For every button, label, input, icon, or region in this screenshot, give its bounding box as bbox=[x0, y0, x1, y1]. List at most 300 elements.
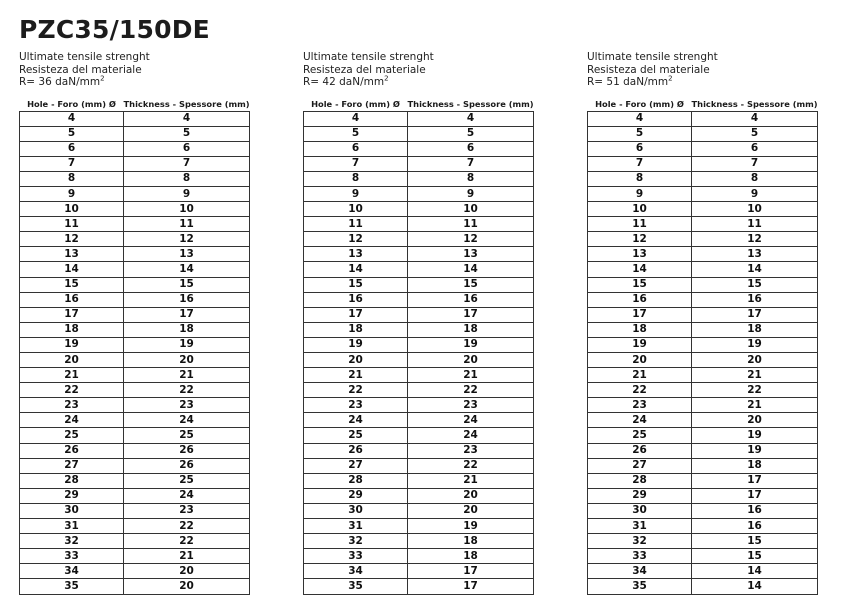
table-row bbox=[304, 473, 534, 488]
thickness-cell: 17 bbox=[692, 307, 818, 322]
thickness-cell: 22 bbox=[692, 383, 818, 398]
hole-cell: 33 bbox=[588, 549, 692, 564]
hole-cell: 30 bbox=[304, 503, 408, 518]
table-row bbox=[588, 503, 818, 518]
table-row bbox=[588, 383, 818, 398]
table-row bbox=[588, 549, 818, 564]
table-row bbox=[588, 322, 818, 337]
table-row bbox=[304, 111, 534, 126]
hole-cell: 6 bbox=[304, 141, 408, 156]
thickness-cell: 9 bbox=[692, 186, 818, 201]
thickness-cell: 22 bbox=[408, 383, 534, 398]
table-row bbox=[588, 488, 818, 503]
thickness-cell: 13 bbox=[692, 247, 818, 262]
thickness-cell: 10 bbox=[692, 202, 818, 217]
table-row bbox=[20, 443, 250, 458]
caption-resistance-label: Resisteza del materiale bbox=[303, 63, 426, 76]
table-body bbox=[588, 111, 818, 594]
hole-cell: 34 bbox=[588, 564, 692, 579]
table-row bbox=[20, 292, 250, 307]
thickness-cell: 18 bbox=[408, 322, 534, 337]
table-row bbox=[304, 337, 534, 352]
thickness-cell: 5 bbox=[408, 126, 534, 141]
header-thickness: Thickness - Spessore (mm) bbox=[123, 98, 250, 109]
table-row bbox=[20, 277, 250, 292]
hole-cell: 9 bbox=[588, 186, 692, 201]
table-row bbox=[20, 458, 250, 473]
table-row bbox=[20, 171, 250, 186]
thickness-cell: 15 bbox=[408, 277, 534, 292]
hole-cell: 6 bbox=[588, 141, 692, 156]
hole-cell: 13 bbox=[304, 247, 408, 262]
table-row bbox=[588, 473, 818, 488]
hole-cell: 7 bbox=[20, 156, 124, 171]
thickness-cell: 4 bbox=[124, 111, 250, 126]
hole-cell: 18 bbox=[588, 322, 692, 337]
table-row bbox=[20, 353, 250, 368]
thickness-cell: 8 bbox=[408, 171, 534, 186]
hole-cell: 12 bbox=[20, 232, 124, 247]
table-row bbox=[304, 171, 534, 186]
thickness-cell: 11 bbox=[408, 217, 534, 232]
hole-cell: 35 bbox=[20, 579, 124, 594]
hole-cell: 23 bbox=[588, 398, 692, 413]
thickness-cell: 24 bbox=[408, 413, 534, 428]
table-row bbox=[588, 141, 818, 156]
thickness-cell: 21 bbox=[408, 368, 534, 383]
hole-cell: 21 bbox=[588, 368, 692, 383]
thickness-cell: 15 bbox=[692, 534, 818, 549]
hole-cell: 29 bbox=[304, 488, 408, 503]
thickness-cell: 13 bbox=[124, 247, 250, 262]
hole-cell: 28 bbox=[20, 473, 124, 488]
thickness-cell: 9 bbox=[408, 186, 534, 201]
table-row bbox=[588, 292, 818, 307]
hole-cell: 11 bbox=[20, 217, 124, 232]
table-row bbox=[588, 368, 818, 383]
thickness-cell: 19 bbox=[408, 519, 534, 534]
table-row bbox=[20, 307, 250, 322]
hole-cell: 20 bbox=[20, 353, 124, 368]
hole-cell: 31 bbox=[20, 519, 124, 534]
table-row bbox=[588, 307, 818, 322]
thickness-cell: 21 bbox=[692, 398, 818, 413]
table-row bbox=[20, 564, 250, 579]
r-value-text: R= 36 daN/mm bbox=[19, 76, 101, 88]
thickness-cell: 19 bbox=[124, 337, 250, 352]
thickness-cell: 19 bbox=[408, 337, 534, 352]
table-row bbox=[304, 277, 534, 292]
hole-cell: 10 bbox=[588, 202, 692, 217]
caption-resistance-label: Resisteza del materiale bbox=[587, 63, 710, 76]
thickness-cell: 5 bbox=[124, 126, 250, 141]
caption-r-value bbox=[303, 76, 538, 89]
thickness-cell: 26 bbox=[124, 443, 250, 458]
hole-cell: 4 bbox=[20, 111, 124, 126]
thickness-cell: 15 bbox=[124, 277, 250, 292]
hole-cell: 20 bbox=[304, 353, 408, 368]
thickness-cell: 17 bbox=[692, 473, 818, 488]
hole-cell: 7 bbox=[304, 156, 408, 171]
table-row bbox=[20, 232, 250, 247]
thickness-cell: 18 bbox=[692, 458, 818, 473]
table-row bbox=[304, 443, 534, 458]
thickness-cell: 22 bbox=[124, 383, 250, 398]
hole-cell: 24 bbox=[20, 413, 124, 428]
hole-cell: 16 bbox=[20, 292, 124, 307]
hole-cell: 35 bbox=[304, 579, 408, 594]
table-row bbox=[588, 111, 818, 126]
hole-cell: 13 bbox=[20, 247, 124, 262]
caption-tensile-label: Ultimate tensile strenght bbox=[19, 51, 150, 63]
hole-cell: 5 bbox=[588, 126, 692, 141]
thickness-cell: 14 bbox=[692, 262, 818, 277]
hole-cell: 26 bbox=[304, 443, 408, 458]
table-row bbox=[20, 337, 250, 352]
hole-cell: 17 bbox=[304, 307, 408, 322]
table-row bbox=[588, 171, 818, 186]
hole-cell: 23 bbox=[20, 398, 124, 413]
caption-resistance-label: Resisteza del materiale bbox=[19, 63, 142, 76]
thickness-cell: 20 bbox=[124, 353, 250, 368]
hole-cell: 11 bbox=[588, 217, 692, 232]
table-row bbox=[588, 398, 818, 413]
thickness-cell: 14 bbox=[692, 579, 818, 594]
r-value-exponent: 2 bbox=[384, 74, 389, 83]
table-row bbox=[304, 519, 534, 534]
thickness-cell: 21 bbox=[692, 368, 818, 383]
hole-cell: 7 bbox=[588, 156, 692, 171]
table-row bbox=[588, 443, 818, 458]
hole-cell: 28 bbox=[304, 473, 408, 488]
table-row bbox=[20, 428, 250, 443]
thickness-cell: 7 bbox=[692, 156, 818, 171]
table-row bbox=[20, 488, 250, 503]
thickness-cell: 26 bbox=[124, 458, 250, 473]
thickness-cell: 23 bbox=[408, 443, 534, 458]
hole-cell: 9 bbox=[20, 186, 124, 201]
table-row bbox=[304, 186, 534, 201]
hole-cell: 8 bbox=[20, 171, 124, 186]
table-row bbox=[20, 247, 250, 262]
thickness-cell: 18 bbox=[408, 549, 534, 564]
table-row bbox=[304, 307, 534, 322]
hole-cell: 4 bbox=[304, 111, 408, 126]
thickness-cell: 17 bbox=[124, 307, 250, 322]
table-row bbox=[304, 141, 534, 156]
hole-cell: 8 bbox=[304, 171, 408, 186]
thickness-cell: 24 bbox=[408, 428, 534, 443]
table-row bbox=[588, 247, 818, 262]
hole-cell: 19 bbox=[588, 337, 692, 352]
thickness-cell: 5 bbox=[692, 126, 818, 141]
thickness-cell: 20 bbox=[124, 579, 250, 594]
table-row bbox=[588, 337, 818, 352]
hole-cell: 17 bbox=[588, 307, 692, 322]
thickness-cell: 7 bbox=[124, 156, 250, 171]
thickness-cell: 13 bbox=[408, 247, 534, 262]
table-row bbox=[20, 262, 250, 277]
table-row bbox=[304, 217, 534, 232]
hole-cell: 21 bbox=[304, 368, 408, 383]
table-row bbox=[20, 413, 250, 428]
thickness-cell: 10 bbox=[124, 202, 250, 217]
header-hole: Hole - Foro (mm) Ø bbox=[595, 98, 684, 109]
thickness-cell: 16 bbox=[692, 519, 818, 534]
table-row bbox=[588, 126, 818, 141]
table-row bbox=[304, 534, 534, 549]
thickness-cell: 19 bbox=[692, 443, 818, 458]
hole-cell: 18 bbox=[20, 322, 124, 337]
thickness-cell: 8 bbox=[124, 171, 250, 186]
thickness-cell: 21 bbox=[124, 368, 250, 383]
thickness-cell: 22 bbox=[124, 534, 250, 549]
table-row bbox=[20, 503, 250, 518]
thickness-cell: 11 bbox=[124, 217, 250, 232]
table-row bbox=[304, 202, 534, 217]
table-row bbox=[20, 322, 250, 337]
hole-cell: 22 bbox=[588, 383, 692, 398]
hole-cell: 25 bbox=[588, 428, 692, 443]
caption-tensile-label: Ultimate tensile strenght bbox=[303, 51, 434, 63]
hole-thickness-table bbox=[587, 97, 818, 595]
caption-r-value bbox=[587, 76, 822, 89]
hole-cell: 25 bbox=[304, 428, 408, 443]
thickness-cell: 11 bbox=[692, 217, 818, 232]
thickness-cell: 21 bbox=[124, 549, 250, 564]
hole-cell: 21 bbox=[20, 368, 124, 383]
thickness-cell: 20 bbox=[692, 413, 818, 428]
thickness-cell: 20 bbox=[408, 503, 534, 518]
table-row bbox=[20, 156, 250, 171]
table-row bbox=[304, 322, 534, 337]
table-row bbox=[20, 534, 250, 549]
caption-r-value bbox=[19, 76, 254, 89]
r-value-text: R= 42 daN/mm bbox=[303, 76, 385, 88]
table-row bbox=[588, 202, 818, 217]
thickness-cell: 20 bbox=[408, 488, 534, 503]
table-row bbox=[304, 503, 534, 518]
table-row bbox=[20, 368, 250, 383]
hole-thickness-table bbox=[303, 97, 534, 595]
table-row bbox=[588, 262, 818, 277]
table-row bbox=[20, 111, 250, 126]
table-row bbox=[304, 262, 534, 277]
table-row bbox=[588, 564, 818, 579]
table-row bbox=[304, 564, 534, 579]
page-title: PZC35/150DE bbox=[19, 15, 210, 44]
hole-cell: 23 bbox=[304, 398, 408, 413]
thickness-cell: 16 bbox=[692, 503, 818, 518]
hole-cell: 32 bbox=[20, 534, 124, 549]
header-hole: Hole - Foro (mm) Ø bbox=[27, 98, 116, 109]
thickness-cell: 17 bbox=[692, 488, 818, 503]
hole-cell: 19 bbox=[304, 337, 408, 352]
thickness-cell: 24 bbox=[124, 488, 250, 503]
thickness-cell: 16 bbox=[408, 292, 534, 307]
thickness-cell: 10 bbox=[408, 202, 534, 217]
strength-table-block-42 bbox=[303, 51, 538, 595]
hole-cell: 11 bbox=[304, 217, 408, 232]
table-row bbox=[588, 413, 818, 428]
thickness-cell: 12 bbox=[408, 232, 534, 247]
hole-cell: 33 bbox=[304, 549, 408, 564]
thickness-cell: 16 bbox=[124, 292, 250, 307]
hole-cell: 4 bbox=[588, 111, 692, 126]
table-row bbox=[304, 292, 534, 307]
table-row bbox=[588, 534, 818, 549]
hole-cell: 16 bbox=[304, 292, 408, 307]
table-row bbox=[304, 383, 534, 398]
r-value-exponent: 2 bbox=[100, 74, 105, 83]
hole-cell: 32 bbox=[588, 534, 692, 549]
table-row bbox=[304, 247, 534, 262]
thickness-cell: 15 bbox=[692, 277, 818, 292]
strength-table-block-36 bbox=[19, 51, 254, 595]
hole-cell: 27 bbox=[304, 458, 408, 473]
hole-cell: 27 bbox=[588, 458, 692, 473]
header-hole: Hole - Foro (mm) Ø bbox=[311, 98, 400, 109]
table-row bbox=[20, 473, 250, 488]
thickness-cell: 14 bbox=[124, 262, 250, 277]
thickness-cell: 20 bbox=[408, 353, 534, 368]
thickness-cell: 23 bbox=[124, 503, 250, 518]
hole-cell: 6 bbox=[20, 141, 124, 156]
hole-cell: 33 bbox=[20, 549, 124, 564]
hole-cell: 13 bbox=[588, 247, 692, 262]
thickness-cell: 15 bbox=[692, 549, 818, 564]
table-row bbox=[20, 186, 250, 201]
r-value-text: R= 51 daN/mm bbox=[587, 76, 669, 88]
thickness-cell: 22 bbox=[408, 458, 534, 473]
hole-cell: 10 bbox=[20, 202, 124, 217]
hole-cell: 26 bbox=[20, 443, 124, 458]
table-row bbox=[20, 217, 250, 232]
thickness-cell: 21 bbox=[408, 473, 534, 488]
hole-thickness-table bbox=[19, 97, 250, 595]
thickness-cell: 7 bbox=[408, 156, 534, 171]
table-row bbox=[20, 126, 250, 141]
table-row bbox=[588, 277, 818, 292]
thickness-cell: 18 bbox=[124, 322, 250, 337]
hole-cell: 14 bbox=[304, 262, 408, 277]
thickness-cell: 14 bbox=[408, 262, 534, 277]
hole-cell: 24 bbox=[304, 413, 408, 428]
hole-cell: 16 bbox=[588, 292, 692, 307]
table-body bbox=[304, 111, 534, 594]
hole-cell: 19 bbox=[20, 337, 124, 352]
table-row bbox=[588, 186, 818, 201]
table-row bbox=[588, 519, 818, 534]
hole-cell: 12 bbox=[304, 232, 408, 247]
thickness-cell: 6 bbox=[692, 141, 818, 156]
thickness-cell: 22 bbox=[124, 519, 250, 534]
hole-cell: 20 bbox=[588, 353, 692, 368]
hole-cell: 15 bbox=[20, 277, 124, 292]
thickness-cell: 18 bbox=[408, 534, 534, 549]
hole-cell: 22 bbox=[304, 383, 408, 398]
caption-tensile-label: Ultimate tensile strenght bbox=[587, 51, 718, 63]
thickness-cell: 12 bbox=[692, 232, 818, 247]
table-row bbox=[588, 353, 818, 368]
hole-cell: 14 bbox=[588, 262, 692, 277]
thickness-cell: 17 bbox=[408, 307, 534, 322]
hole-cell: 12 bbox=[588, 232, 692, 247]
table-row bbox=[304, 413, 534, 428]
table-row bbox=[588, 579, 818, 594]
table-row bbox=[20, 141, 250, 156]
table-row bbox=[20, 383, 250, 398]
hole-cell: 29 bbox=[20, 488, 124, 503]
table-body bbox=[20, 111, 250, 594]
hole-cell: 5 bbox=[20, 126, 124, 141]
table-row bbox=[304, 428, 534, 443]
table-row bbox=[20, 519, 250, 534]
hole-cell: 15 bbox=[304, 277, 408, 292]
thickness-cell: 23 bbox=[408, 398, 534, 413]
thickness-cell: 19 bbox=[692, 337, 818, 352]
thickness-cell: 12 bbox=[124, 232, 250, 247]
thickness-cell: 4 bbox=[692, 111, 818, 126]
strength-table-block-51 bbox=[587, 51, 822, 595]
thickness-cell: 20 bbox=[124, 564, 250, 579]
hole-cell: 30 bbox=[588, 503, 692, 518]
table-row bbox=[588, 217, 818, 232]
table-row bbox=[304, 353, 534, 368]
table-row bbox=[304, 126, 534, 141]
hole-cell: 28 bbox=[588, 473, 692, 488]
thickness-cell: 17 bbox=[408, 579, 534, 594]
hole-cell: 31 bbox=[588, 519, 692, 534]
hole-cell: 30 bbox=[20, 503, 124, 518]
thickness-cell: 24 bbox=[124, 413, 250, 428]
table-row bbox=[304, 156, 534, 171]
thickness-cell: 6 bbox=[124, 141, 250, 156]
table-row bbox=[588, 428, 818, 443]
hole-cell: 34 bbox=[20, 564, 124, 579]
thickness-cell: 6 bbox=[408, 141, 534, 156]
hole-cell: 22 bbox=[20, 383, 124, 398]
table-row bbox=[304, 232, 534, 247]
hole-cell: 24 bbox=[588, 413, 692, 428]
table-row bbox=[588, 232, 818, 247]
thickness-cell: 16 bbox=[692, 292, 818, 307]
thickness-cell: 17 bbox=[408, 564, 534, 579]
table-row bbox=[20, 202, 250, 217]
hole-cell: 14 bbox=[20, 262, 124, 277]
table-row bbox=[588, 156, 818, 171]
hole-cell: 35 bbox=[588, 579, 692, 594]
table-row bbox=[304, 368, 534, 383]
table-row bbox=[304, 398, 534, 413]
hole-cell: 27 bbox=[20, 458, 124, 473]
thickness-cell: 8 bbox=[692, 171, 818, 186]
table-row bbox=[304, 458, 534, 473]
thickness-cell: 19 bbox=[692, 428, 818, 443]
table-row bbox=[20, 579, 250, 594]
table-row bbox=[304, 549, 534, 564]
table-row bbox=[20, 398, 250, 413]
hole-cell: 25 bbox=[20, 428, 124, 443]
header-thickness: Thickness - Spessore (mm) bbox=[407, 98, 534, 109]
hole-cell: 31 bbox=[304, 519, 408, 534]
hole-cell: 8 bbox=[588, 171, 692, 186]
thickness-cell: 23 bbox=[124, 398, 250, 413]
hole-cell: 5 bbox=[304, 126, 408, 141]
thickness-cell: 14 bbox=[692, 564, 818, 579]
thickness-cell: 4 bbox=[408, 111, 534, 126]
table-row bbox=[304, 579, 534, 594]
